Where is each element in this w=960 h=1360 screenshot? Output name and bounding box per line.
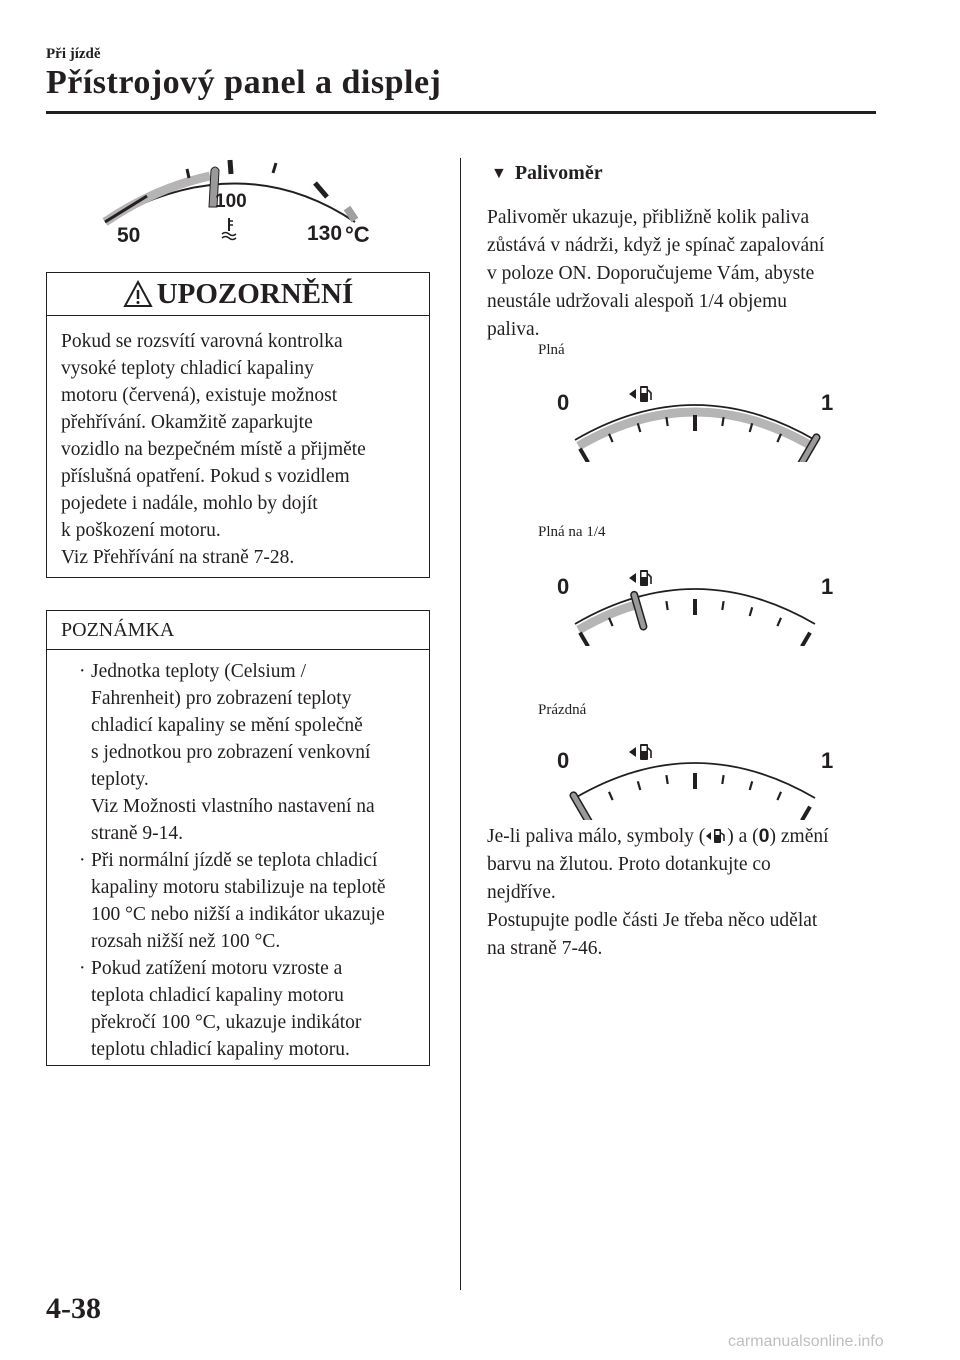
gauge-tick: [638, 781, 641, 790]
note-line: teplota chladicí kapaliny motoru: [91, 985, 344, 1006]
gauge-label-one: 1: [821, 390, 834, 415]
note-line: 100 °C nebo nižší a indikátor ukazuje: [91, 904, 385, 925]
temp-label-min: 50: [117, 224, 141, 247]
column-divider: [460, 158, 461, 1290]
warning-line: Pokud se rozsvítí varovná kontrolka: [61, 331, 343, 352]
note-line: chladicí kapaliny se mění společně: [91, 715, 363, 736]
bullet: ·: [79, 958, 86, 979]
outro-line: Postupujte podle části Je třeba něco udělat: [487, 910, 818, 931]
temp-label-mid: 100: [215, 191, 247, 212]
fuel-intro: [487, 204, 872, 344]
outro-line: nejdříve.: [487, 882, 556, 903]
gauge-label-zero: 0: [557, 748, 570, 773]
warning-triangle-icon: [123, 280, 153, 308]
note-line: Pokud zatížení motoru vzroste a: [91, 958, 343, 979]
note-line: Při normální jízdě se teplota chladicí: [91, 850, 378, 871]
note-line: straně 9-14.: [91, 823, 184, 844]
gauge-tick: [802, 807, 810, 820]
warning-line: příslušná opatření. Pokud s vozidlem: [61, 466, 350, 487]
temp-unit: °C: [345, 222, 370, 247]
gauge-label-quarter: Plná na 1/4: [538, 524, 606, 540]
warning-line: přehřívání. Okamžitě zaparkujte: [61, 412, 313, 433]
note-item: [61, 955, 415, 1063]
note-line: teploty.: [91, 769, 149, 790]
section-triangle-icon: ▼: [491, 164, 507, 182]
gauge-tick: [722, 417, 723, 426]
gauge-tick: [750, 781, 753, 790]
warning-title: UPOZORNĚNÍ: [156, 277, 354, 310]
note-line: Viz Možnosti vlastního nastavení na: [91, 796, 375, 817]
temp-label-max: 130: [307, 222, 343, 245]
fuel-pump-window: [642, 572, 647, 577]
note-body: [47, 650, 429, 1063]
header-rule: [46, 111, 876, 114]
gauge-tick: [609, 434, 613, 442]
outro-line: Je-li paliva málo, symboly ( ) a (0) změní: [487, 825, 829, 847]
warning-line: k poškození motoru.: [61, 520, 221, 541]
gauge-tick: [666, 601, 667, 610]
zero-symbol: 0: [758, 825, 770, 847]
note-line: Fahrenheit) pro zobrazení teploty: [91, 688, 352, 709]
page-number: 4-38: [46, 1292, 101, 1325]
gauge-tick: [580, 449, 588, 462]
fuel-pump-hose: [648, 748, 651, 758]
coolant-temperature-icon: [222, 218, 236, 240]
fuel-section-heading: [491, 162, 603, 185]
fuel-gauge-full: [545, 372, 845, 462]
fuel-heading-text: Palivoměr: [514, 162, 603, 184]
gauge-label-full: Plná: [538, 342, 565, 358]
warning-box: [46, 272, 430, 578]
gauge-label-empty: Prázdná: [538, 702, 587, 718]
fuel-arrow: [629, 573, 636, 583]
page-title: Přístrojový panel a displej: [46, 64, 442, 101]
gauge-tick: [666, 417, 667, 426]
gauge-tick: [750, 423, 753, 432]
fuel-pump-hose: [648, 574, 651, 584]
warning-line: pojedete i nadále, mohlo by dojít: [61, 493, 318, 514]
outro-line: na straně 7-46.: [487, 938, 603, 959]
note-line: s jednotkou pro zobrazení venkovní: [91, 742, 371, 763]
gauge-tick: [802, 633, 810, 646]
note-line: překročí 100 °C, ukazuje indikátor: [91, 1012, 362, 1033]
note-line: Jednotka teploty (Celsium /: [91, 661, 307, 682]
warning-line: motoru (červená), existuje možnost: [61, 385, 338, 406]
gauge-tick: [722, 601, 723, 610]
warning-header: [47, 273, 429, 316]
fuel-arrow: [629, 389, 636, 399]
gauge-tick: [777, 792, 781, 800]
gauge-tick: [609, 618, 613, 626]
fuel-pump-hose: [648, 390, 651, 400]
gauge-tick: [750, 607, 753, 616]
fuel-arrow: [629, 747, 636, 757]
intro-line: neustále udržovali alespoň 1/4 objemu: [487, 291, 788, 312]
note-item: [61, 658, 415, 847]
note-title: POZNÁMKA: [47, 611, 429, 650]
fuel-pump-icon: [629, 570, 651, 586]
gauge-tick: [777, 618, 781, 626]
gauge-tick: [777, 434, 781, 442]
note-line: teplotu chladicí kapaliny motoru.: [91, 1039, 350, 1060]
gauge-label-one: 1: [821, 574, 834, 599]
intro-line: paliva.: [487, 319, 540, 340]
fuel-pump-icon: [705, 827, 727, 845]
note-box: [46, 610, 430, 1066]
note-line: kapaliny motoru stabilizuje na teplotě: [91, 877, 386, 898]
gauge-label-one: 1: [821, 748, 834, 773]
fuel-gauge-empty: [545, 730, 845, 820]
gauge-tick: [722, 775, 723, 784]
gauge-label-zero: 0: [557, 574, 570, 599]
fuel-outro: [487, 822, 872, 963]
gauge-label-zero: 0: [557, 390, 570, 415]
warning-line: Viz Přehřívání na straně 7-28.: [61, 547, 295, 568]
fuel-pump-icon: [629, 386, 651, 402]
gauge-tick: [666, 775, 667, 784]
intro-line: zůstává v nádrži, když je spínač zapalování: [487, 235, 825, 256]
running-header: Při jízdě: [46, 46, 101, 62]
fuel-pump-window: [642, 388, 647, 393]
fuel-gauge-quarter: [545, 556, 845, 646]
temperature-gauge: [95, 150, 385, 250]
watermark: carmanualsonline.info: [728, 1333, 884, 1350]
gauge-tick: [580, 633, 588, 646]
note-item: [61, 847, 415, 955]
note-line: rozsah nižší než 100 °C.: [91, 931, 281, 952]
fuel-pump-window: [642, 746, 647, 751]
intro-line: v poloze ON. Doporučujeme Vám, abyste: [487, 263, 815, 284]
bullet: ·: [79, 661, 86, 682]
warning-text: [47, 316, 429, 571]
outro-line: barvu na žlutou. Proto dotankujte co: [487, 854, 771, 875]
gauge-tick: [609, 792, 613, 800]
fuel-pump-icon: [629, 744, 651, 760]
warning-line: vozidlo na bezpečném místě a přijměte: [61, 439, 366, 460]
bullet: ·: [79, 850, 86, 871]
warning-line: vysoké teploty chladicí kapaliny: [61, 358, 314, 379]
intro-line: Palivoměr ukazuje, přibližně kolik paliva: [487, 207, 810, 228]
gauge-tick: [638, 423, 641, 432]
